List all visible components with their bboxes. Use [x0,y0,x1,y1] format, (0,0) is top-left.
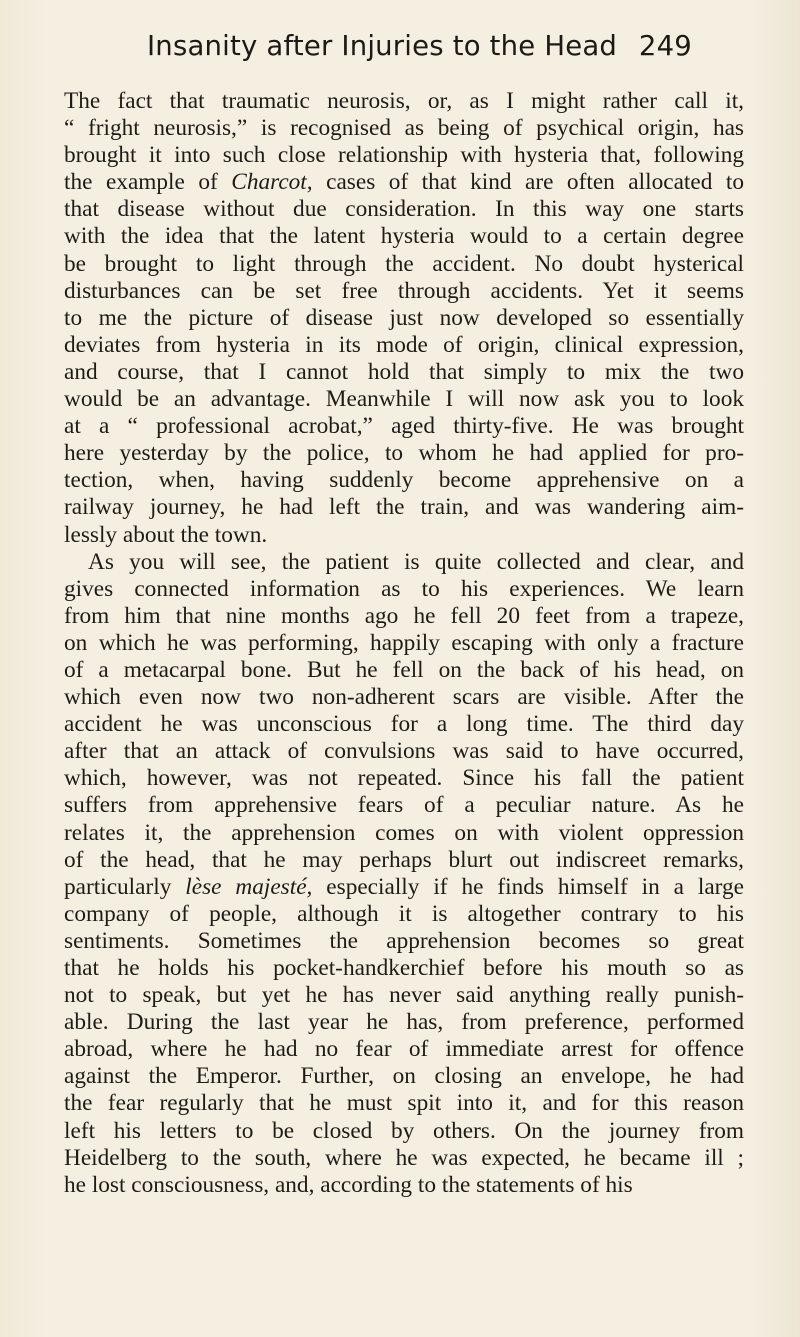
text-line: Heidelberg to the south, where he was expected, he became ill ; [64,1144,744,1171]
italic-text: Charcot, [231,169,313,196]
text-line: “ fright neurosis,” is recognised as being of psychical origin, has [64,115,744,142]
text-line: suffers from apprehensive fears of a peculiar nature. As he [64,792,744,819]
italic-text: lèse majesté, [185,873,313,900]
text-line: at a “ professional acrobat,” aged thirty-five. He was brought [64,413,744,440]
text-line: abroad, where he had no fear of immediate arrest for offence [64,1036,744,1063]
page-number: 249 [638,30,692,62]
paragraph [64,549,744,1199]
text-line: gives connected information as to his experiences. We learn [64,575,744,602]
text-line: which even now two non-adherent scars are visible. After the [64,684,744,711]
text-line: of the head, that he may perhaps blurt out indiscreet remarks, [64,846,744,873]
text-line: here yesterday by the police, to whom he had applied for pro- [64,440,744,467]
paragraph [64,88,744,549]
text-line: railway journey, he had left the train, and was wandering aim- [64,494,744,521]
text-line: from him that nine months ago he fell 20 feet from a trapeze, [64,602,744,629]
text-line: brought it into such close relationship with hysteria that, following [64,142,744,169]
text-line: the fear regularly that he must spit into it, and for this reason [64,1090,744,1117]
text-line: relates it, the apprehension comes on with violent oppression [64,819,744,846]
text-line: left his letters to be closed by others. On the journey from [64,1117,744,1144]
text-line: As you will see, the patient is quite collected and clear, and [88,548,744,575]
text-line: that disease without due consideration. In this way one starts [64,196,744,223]
text-line: the example of Charcot, cases of that kind are often allocated to [64,169,744,196]
text-line: not to speak, but yet he has never said anything really punish- [64,982,744,1009]
text-line: able. During the last year he has, from preference, performed [64,1009,744,1036]
text-line: which, however, was not repeated. Since his fall the patient [64,765,744,792]
text-line: lessly about the town. [64,521,268,548]
text-line: sentiments. Sometimes the apprehension becomes so great [64,927,744,954]
body-text [64,88,744,1199]
text-line: against the Emperor. Further, on closing an envelope, he had [64,1063,744,1090]
text-line: deviates from hysteria in its mode of origin, clinical expression, [64,331,744,358]
text-line: particularly lèse majesté, especially if he finds himself in a large [64,873,744,900]
text-line: and course, that I cannot hold that simply to mix the two [64,358,744,385]
text-line: accident he was unconscious for a long time. The third day [64,711,744,738]
text-line: company of people, although it is altogether contrary to his [64,900,744,927]
text-line: would be an advantage. Meanwhile I will now ask you to look [64,386,744,413]
text-line: on which he was performing, happily escaping with only a fracture [64,629,744,656]
text-line: he lost consciousness, and, according to the statements of his [64,1171,633,1198]
text-line: of a metacarpal bone. But he fell on the back of his head, on [64,656,744,683]
text-line: tection, when, having suddenly become apprehensive on a [64,467,744,494]
text-line: that he holds his pocket-handkerchief before his mouth so as [64,955,744,981]
running-head [147,30,692,80]
text-line: The fact that traumatic neurosis, or, as I might rather call it, [64,88,744,114]
text-line: to me the picture of disease just now developed so essentially [64,304,744,331]
text-line: after that an attack of convulsions was said to have occurred, [64,738,744,765]
running-head-title: Insanity after Injuries to the Head [147,30,618,62]
text-line: with the idea that the latent hysteria would to a certain degree [64,223,744,250]
text-line: disturbances can be set free through accidents. Yet it seems [64,277,744,304]
text-line: be brought to light through the accident. No doubt hysterical [64,250,744,277]
